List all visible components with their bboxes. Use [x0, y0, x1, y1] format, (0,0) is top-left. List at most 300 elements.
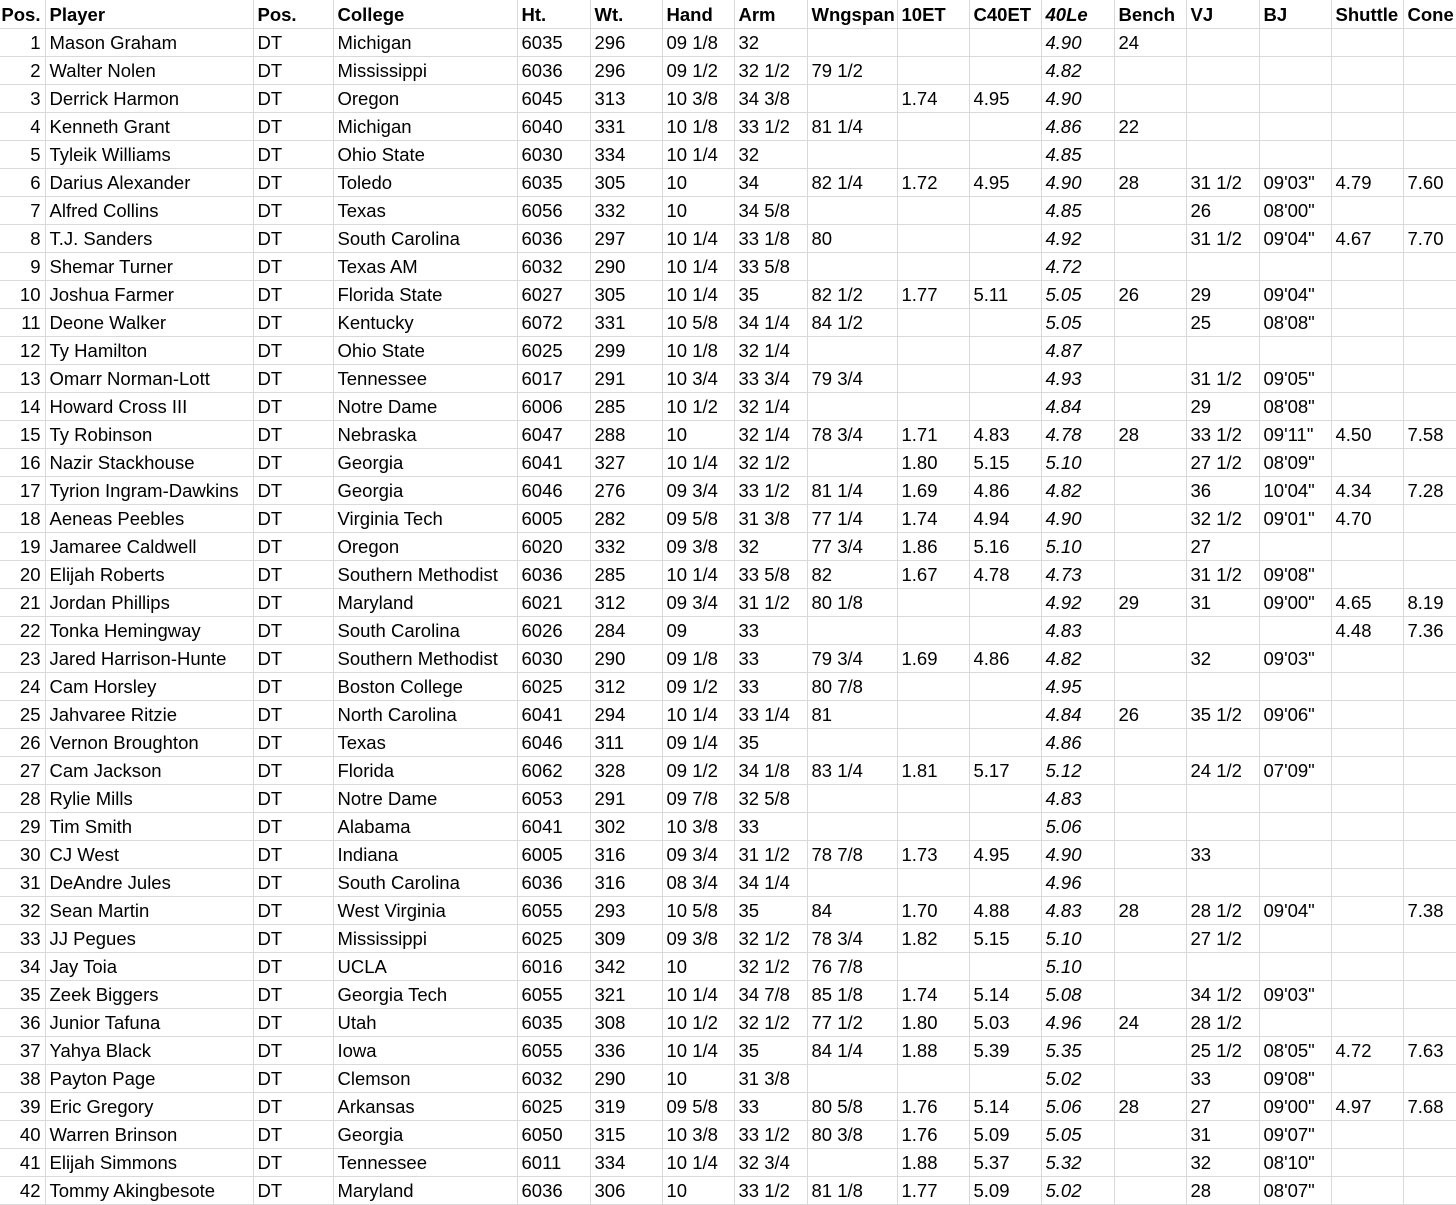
- table-cell: 28: [1114, 169, 1186, 197]
- table-cell: Mississippi: [333, 57, 517, 85]
- table-cell: [1403, 281, 1456, 309]
- table-cell: Kentucky: [333, 309, 517, 337]
- table-cell: 09 3/4: [662, 589, 734, 617]
- table-cell: 12: [0, 337, 45, 365]
- table-cell: 10 3/8: [662, 85, 734, 113]
- table-cell: 33 5/8: [734, 561, 807, 589]
- table-cell: 4.70: [1331, 505, 1403, 533]
- table-cell: [969, 113, 1041, 141]
- table-cell: 5.12: [1041, 757, 1114, 785]
- table-cell: 32: [1186, 645, 1259, 673]
- table-cell: Warren Brinson: [45, 1121, 253, 1149]
- table-cell: 311: [590, 729, 662, 757]
- table-cell: 4.86: [1041, 729, 1114, 757]
- table-cell: [897, 729, 969, 757]
- table-cell: DeAndre Jules: [45, 869, 253, 897]
- table-cell: 27: [1186, 1093, 1259, 1121]
- table-cell: [807, 85, 897, 113]
- table-cell: 6: [0, 169, 45, 197]
- table-cell: 32 1/2: [734, 953, 807, 981]
- table-cell: [969, 701, 1041, 729]
- table-cell: 13: [0, 365, 45, 393]
- table-cell: 6030: [517, 645, 590, 673]
- table-cell: [1259, 1009, 1331, 1037]
- table-cell: [897, 813, 969, 841]
- table-cell: [807, 1149, 897, 1177]
- table-cell: DT: [253, 897, 333, 925]
- table-cell: 336: [590, 1037, 662, 1065]
- table-cell: 33 1/2: [1186, 421, 1259, 449]
- table-cell: 6055: [517, 1037, 590, 1065]
- table-cell: DT: [253, 477, 333, 505]
- table-cell: Jahvaree Ritzie: [45, 701, 253, 729]
- table-cell: 33: [734, 645, 807, 673]
- table-cell: Maryland: [333, 589, 517, 617]
- table-cell: 4.67: [1331, 225, 1403, 253]
- table-cell: 28: [1114, 897, 1186, 925]
- table-cell: 28 1/2: [1186, 1009, 1259, 1037]
- table-cell: DT: [253, 1177, 333, 1205]
- table-row: [0, 57, 1456, 85]
- table-cell: UCLA: [333, 953, 517, 981]
- table-cell: 6041: [517, 449, 590, 477]
- table-cell: [807, 1065, 897, 1093]
- table-cell: 4.82: [1041, 645, 1114, 673]
- table-cell: 25: [1186, 309, 1259, 337]
- table-cell: [807, 29, 897, 57]
- table-cell: 1.77: [897, 1177, 969, 1205]
- table-cell: [1331, 533, 1403, 561]
- table-cell: [1114, 953, 1186, 981]
- table-cell: 5.10: [1041, 449, 1114, 477]
- table-cell: Ohio State: [333, 141, 517, 169]
- table-cell: 4.94: [969, 505, 1041, 533]
- table-cell: Indiana: [333, 841, 517, 869]
- table-cell: 1.88: [897, 1037, 969, 1065]
- table-cell: 31 3/8: [734, 1065, 807, 1093]
- table-cell: 28: [0, 785, 45, 813]
- table-cell: 08 3/4: [662, 869, 734, 897]
- table-cell: [1403, 645, 1456, 673]
- table-cell: 4.86: [1041, 113, 1114, 141]
- table-cell: [1403, 925, 1456, 953]
- table-cell: [969, 785, 1041, 813]
- column-header: VJ: [1186, 0, 1259, 29]
- table-cell: 31: [1186, 1121, 1259, 1149]
- table-cell: [969, 309, 1041, 337]
- table-cell: 6025: [517, 337, 590, 365]
- table-cell: 24: [1114, 29, 1186, 57]
- table-cell: 26: [1186, 197, 1259, 225]
- table-cell: [1403, 197, 1456, 225]
- table-cell: 09'07": [1259, 1121, 1331, 1149]
- table-row: [0, 729, 1456, 757]
- table-cell: 34: [0, 953, 45, 981]
- table-row: [0, 1177, 1456, 1205]
- table-cell: 1.70: [897, 897, 969, 925]
- table-cell: [897, 1065, 969, 1093]
- table-cell: 6050: [517, 1121, 590, 1149]
- table-cell: 6027: [517, 281, 590, 309]
- table-cell: [1331, 897, 1403, 925]
- table-cell: 10 5/8: [662, 309, 734, 337]
- table-cell: [897, 953, 969, 981]
- table-cell: 33 1/2: [734, 477, 807, 505]
- table-row: [0, 813, 1456, 841]
- table-cell: 24: [0, 673, 45, 701]
- table-cell: [1114, 365, 1186, 393]
- table-cell: 3: [0, 85, 45, 113]
- table-cell: 4.88: [969, 897, 1041, 925]
- table-cell: Alfred Collins: [45, 197, 253, 225]
- table-cell: DT: [253, 1149, 333, 1177]
- table-cell: Texas: [333, 197, 517, 225]
- table-cell: [897, 253, 969, 281]
- table-cell: 33 1/4: [734, 701, 807, 729]
- table-cell: [1114, 337, 1186, 365]
- column-header: Bench: [1114, 0, 1186, 29]
- table-cell: 33: [734, 673, 807, 701]
- table-cell: 4.78: [1041, 421, 1114, 449]
- table-cell: 32 1/2: [734, 57, 807, 85]
- table-cell: 09 3/8: [662, 533, 734, 561]
- table-cell: 6041: [517, 701, 590, 729]
- table-cell: 285: [590, 393, 662, 421]
- table-cell: 10: [662, 953, 734, 981]
- table-cell: 334: [590, 141, 662, 169]
- table-cell: [969, 225, 1041, 253]
- table-cell: 6032: [517, 1065, 590, 1093]
- table-cell: 308: [590, 1009, 662, 1037]
- table-cell: [1114, 925, 1186, 953]
- table-cell: 28: [1114, 421, 1186, 449]
- table-cell: 1.74: [897, 981, 969, 1009]
- table-cell: DT: [253, 169, 333, 197]
- table-cell: [1331, 785, 1403, 813]
- table-cell: 77 3/4: [807, 533, 897, 561]
- column-header: Pos.: [0, 0, 45, 29]
- table-cell: 1.77: [897, 281, 969, 309]
- table-cell: 296: [590, 57, 662, 85]
- table-cell: DT: [253, 337, 333, 365]
- table-cell: 32 1/2: [1186, 505, 1259, 533]
- table-cell: [1259, 337, 1331, 365]
- table-cell: 4.65: [1331, 589, 1403, 617]
- table-cell: 1: [0, 29, 45, 57]
- table-cell: 77 1/4: [807, 505, 897, 533]
- table-cell: 1.81: [897, 757, 969, 785]
- table-cell: 24: [1114, 1009, 1186, 1037]
- table-cell: 27: [1186, 533, 1259, 561]
- table-cell: [1114, 1037, 1186, 1065]
- table-cell: 09'05": [1259, 365, 1331, 393]
- table-cell: [1114, 1177, 1186, 1205]
- table-cell: [1114, 729, 1186, 757]
- table-cell: 5.17: [969, 757, 1041, 785]
- table-cell: Notre Dame: [333, 785, 517, 813]
- table-cell: Ty Hamilton: [45, 337, 253, 365]
- table-cell: 1.73: [897, 841, 969, 869]
- table-row: [0, 1149, 1456, 1177]
- table-cell: 31 1/2: [1186, 365, 1259, 393]
- table-cell: 78 7/8: [807, 841, 897, 869]
- table-cell: 6062: [517, 757, 590, 785]
- table-cell: [1186, 337, 1259, 365]
- table-cell: [1114, 757, 1186, 785]
- table-cell: 331: [590, 309, 662, 337]
- table-row: [0, 393, 1456, 421]
- table-cell: Jay Toia: [45, 953, 253, 981]
- table-cell: 4.90: [1041, 29, 1114, 57]
- table-cell: 327: [590, 449, 662, 477]
- table-cell: Eric Gregory: [45, 1093, 253, 1121]
- table-cell: 31 1/2: [734, 589, 807, 617]
- table-cell: 6036: [517, 225, 590, 253]
- table-cell: 27 1/2: [1186, 449, 1259, 477]
- table-cell: 84 1/4: [807, 1037, 897, 1065]
- column-header: Cone: [1403, 0, 1456, 29]
- table-cell: 332: [590, 197, 662, 225]
- table-cell: Payton Page: [45, 1065, 253, 1093]
- table-cell: Tim Smith: [45, 813, 253, 841]
- column-header: Wngspan: [807, 0, 897, 29]
- table-cell: [1259, 617, 1331, 645]
- table-cell: 79 1/2: [807, 57, 897, 85]
- table-cell: 09'04": [1259, 897, 1331, 925]
- table-cell: Texas AM: [333, 253, 517, 281]
- table-cell: [1331, 645, 1403, 673]
- table-cell: [807, 197, 897, 225]
- table-cell: [897, 225, 969, 253]
- table-cell: DT: [253, 1065, 333, 1093]
- table-cell: [969, 1065, 1041, 1093]
- table-cell: [1186, 253, 1259, 281]
- table-cell: [1186, 617, 1259, 645]
- table-cell: [1114, 1149, 1186, 1177]
- table-cell: [969, 197, 1041, 225]
- table-cell: 4.95: [969, 169, 1041, 197]
- table-cell: 84: [807, 897, 897, 925]
- table-row: [0, 421, 1456, 449]
- table-cell: [1114, 561, 1186, 589]
- table-cell: [897, 589, 969, 617]
- table-cell: Mississippi: [333, 925, 517, 953]
- table-cell: [1114, 477, 1186, 505]
- table-row: [0, 701, 1456, 729]
- column-header: 40Le: [1041, 0, 1114, 29]
- table-cell: 31 1/2: [1186, 561, 1259, 589]
- table-row: [0, 225, 1456, 253]
- table-cell: 5.35: [1041, 1037, 1114, 1065]
- table-cell: [1186, 141, 1259, 169]
- table-cell: 4.87: [1041, 337, 1114, 365]
- table-cell: 6036: [517, 1177, 590, 1205]
- table-cell: 81 1/4: [807, 477, 897, 505]
- table-cell: [1331, 197, 1403, 225]
- table-cell: 07'09": [1259, 757, 1331, 785]
- table-cell: 305: [590, 281, 662, 309]
- table-cell: [1259, 113, 1331, 141]
- table-cell: 83 1/4: [807, 757, 897, 785]
- table-cell: 6017: [517, 365, 590, 393]
- table-cell: 4.95: [1041, 673, 1114, 701]
- table-cell: 5.14: [969, 1093, 1041, 1121]
- table-cell: 6072: [517, 309, 590, 337]
- table-cell: 6021: [517, 589, 590, 617]
- table-cell: DT: [253, 85, 333, 113]
- table-cell: 6056: [517, 197, 590, 225]
- table-cell: 6053: [517, 785, 590, 813]
- table-cell: [1403, 841, 1456, 869]
- table-cell: 1.72: [897, 169, 969, 197]
- table-cell: 4.86: [969, 477, 1041, 505]
- table-cell: 10 1/4: [662, 253, 734, 281]
- table-cell: 31 1/2: [1186, 169, 1259, 197]
- table-cell: 5.06: [1041, 1093, 1114, 1121]
- table-cell: 5.14: [969, 981, 1041, 1009]
- table-cell: 6032: [517, 253, 590, 281]
- table-cell: [897, 393, 969, 421]
- column-header: Pos.: [253, 0, 333, 29]
- table-cell: [1403, 1065, 1456, 1093]
- table-cell: 79 3/4: [807, 365, 897, 393]
- table-cell: 4.96: [1041, 1009, 1114, 1037]
- table-row: [0, 85, 1456, 113]
- table-row: [0, 1121, 1456, 1149]
- table-cell: 1.74: [897, 85, 969, 113]
- table-cell: 85 1/8: [807, 981, 897, 1009]
- table-cell: DT: [253, 981, 333, 1009]
- table-cell: [1259, 729, 1331, 757]
- table-cell: 09'08": [1259, 561, 1331, 589]
- table-cell: DT: [253, 365, 333, 393]
- column-header: 10ET: [897, 0, 969, 29]
- table-cell: 09'03": [1259, 169, 1331, 197]
- table-cell: 09 1/8: [662, 29, 734, 57]
- table-cell: 08'08": [1259, 393, 1331, 421]
- table-cell: 5.02: [1041, 1065, 1114, 1093]
- table-cell: 312: [590, 589, 662, 617]
- table-cell: DT: [253, 701, 333, 729]
- table-cell: 4.79: [1331, 169, 1403, 197]
- table-cell: [1331, 449, 1403, 477]
- table-cell: [1331, 673, 1403, 701]
- table-cell: [807, 449, 897, 477]
- table-cell: [1403, 757, 1456, 785]
- table-cell: [1114, 197, 1186, 225]
- table-cell: 80 5/8: [807, 1093, 897, 1121]
- table-cell: 26: [1114, 701, 1186, 729]
- table-cell: 30: [0, 841, 45, 869]
- table-cell: T.J. Sanders: [45, 225, 253, 253]
- table-cell: 37: [0, 1037, 45, 1065]
- table-cell: 28 1/2: [1186, 897, 1259, 925]
- table-cell: [1114, 141, 1186, 169]
- table-cell: 334: [590, 1149, 662, 1177]
- table-cell: 1.80: [897, 1009, 969, 1037]
- table-cell: 290: [590, 1065, 662, 1093]
- table-cell: DT: [253, 253, 333, 281]
- table-cell: 16: [0, 449, 45, 477]
- table-cell: [1403, 449, 1456, 477]
- table-cell: DT: [253, 309, 333, 337]
- table-cell: [1331, 253, 1403, 281]
- table-cell: 332: [590, 533, 662, 561]
- table-cell: Darius Alexander: [45, 169, 253, 197]
- table-cell: 81 1/4: [807, 113, 897, 141]
- column-header: Wt.: [590, 0, 662, 29]
- table-cell: 33: [734, 617, 807, 645]
- table-cell: 10 1/4: [662, 1149, 734, 1177]
- table-cell: 80 7/8: [807, 673, 897, 701]
- table-cell: DT: [253, 421, 333, 449]
- table-cell: 09'00": [1259, 589, 1331, 617]
- table-cell: [1259, 141, 1331, 169]
- table-cell: 10 1/4: [662, 981, 734, 1009]
- table-cell: Georgia: [333, 477, 517, 505]
- table-cell: 09 7/8: [662, 785, 734, 813]
- table-cell: Toledo: [333, 169, 517, 197]
- table-cell: Joshua Farmer: [45, 281, 253, 309]
- table-cell: Jordan Phillips: [45, 589, 253, 617]
- table-cell: 33: [0, 925, 45, 953]
- table-cell: 09 5/8: [662, 1093, 734, 1121]
- table-cell: 1.69: [897, 645, 969, 673]
- table-cell: West Virginia: [333, 897, 517, 925]
- table-cell: 10: [662, 169, 734, 197]
- table-cell: 6026: [517, 617, 590, 645]
- table-cell: 09 1/8: [662, 645, 734, 673]
- table-cell: [1259, 253, 1331, 281]
- column-header: Hand: [662, 0, 734, 29]
- table-cell: 39: [0, 1093, 45, 1121]
- table-cell: 32 1/2: [734, 1009, 807, 1037]
- table-cell: 4.84: [1041, 701, 1114, 729]
- table-cell: 15: [0, 421, 45, 449]
- table-cell: [897, 57, 969, 85]
- table-cell: 6045: [517, 85, 590, 113]
- table-cell: 309: [590, 925, 662, 953]
- table-cell: 7.28: [1403, 477, 1456, 505]
- table-cell: 297: [590, 225, 662, 253]
- table-cell: 33: [734, 1093, 807, 1121]
- table-cell: [1114, 1121, 1186, 1149]
- table-cell: [807, 813, 897, 841]
- table-cell: 09'01": [1259, 505, 1331, 533]
- table-cell: 6041: [517, 813, 590, 841]
- table-cell: 31: [1186, 589, 1259, 617]
- table-cell: DT: [253, 225, 333, 253]
- table-cell: 27 1/2: [1186, 925, 1259, 953]
- table-cell: 34 1/4: [734, 869, 807, 897]
- table-row: [0, 757, 1456, 785]
- table-cell: Michigan: [333, 29, 517, 57]
- table-cell: [1186, 85, 1259, 113]
- column-header: Arm: [734, 0, 807, 29]
- table-cell: [1331, 561, 1403, 589]
- table-cell: [1331, 1121, 1403, 1149]
- table-cell: Oregon: [333, 85, 517, 113]
- table-cell: [1403, 1121, 1456, 1149]
- table-cell: 6035: [517, 1009, 590, 1037]
- table-cell: [1331, 869, 1403, 897]
- table-cell: 22: [1114, 113, 1186, 141]
- table-cell: 09 1/2: [662, 757, 734, 785]
- table-cell: 5.11: [969, 281, 1041, 309]
- table-row: [0, 29, 1456, 57]
- table-cell: 08'10": [1259, 1149, 1331, 1177]
- table-cell: 7.70: [1403, 225, 1456, 253]
